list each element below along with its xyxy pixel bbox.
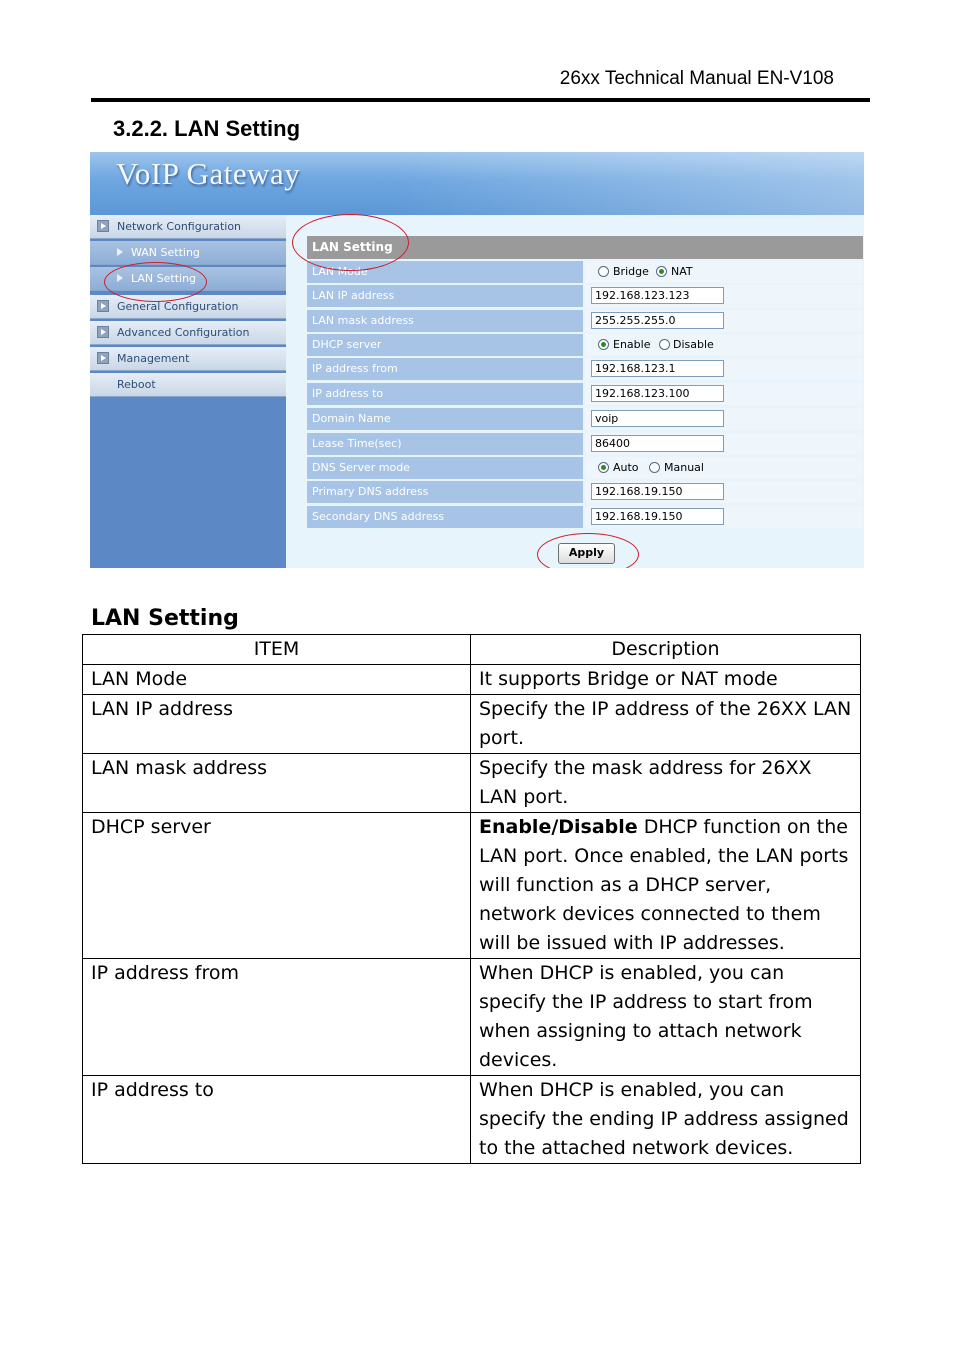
section-title: 3.2.2. LAN Setting: [113, 116, 301, 141]
field-label: IP address to: [312, 387, 384, 400]
item-cell: IP address from: [83, 959, 471, 1076]
description-cell: When DHCP is enabled, you can specify the IP address to start from when assigning to attach network devices.: [471, 959, 861, 1076]
expand-icon: [97, 352, 109, 364]
highlight-circle: [104, 262, 207, 302]
table-row: [83, 813, 861, 959]
radio-enable[interactable]: [598, 339, 609, 350]
bold-term: Enable/Disable: [479, 816, 638, 838]
sidebar-item-network-configuration[interactable]: Network Configuration: [90, 215, 286, 239]
field-label: Domain Name: [312, 412, 391, 425]
field-label: LAN IP address: [312, 289, 395, 302]
lan-mask-input[interactable]: 255.255.255.0: [591, 312, 724, 329]
domain-name-input[interactable]: voip: [591, 410, 724, 427]
field-label: DNS Server mode: [312, 461, 410, 474]
field-label: Secondary DNS address: [312, 510, 445, 523]
secondary-dns-input[interactable]: 192.168.19.150: [591, 508, 724, 525]
sidebar-item-general-configuration[interactable]: General Configuration: [90, 295, 286, 319]
lease-time-input[interactable]: 86400: [591, 435, 724, 452]
description-cell: It supports Bridge or NAT mode: [471, 665, 861, 695]
apply-button[interactable]: Apply: [558, 543, 615, 564]
radio-auto[interactable]: [598, 462, 609, 473]
field-label: Primary DNS address: [312, 485, 429, 498]
description-cell: [471, 813, 861, 959]
table-header-row: [83, 635, 861, 665]
field-label: LAN Mode: [312, 265, 368, 278]
table-row: [83, 665, 861, 695]
form-row-lan-mode: [307, 261, 863, 285]
ip-to-input[interactable]: 192.168.123.100: [591, 385, 724, 402]
form-row-domain-name: [307, 408, 863, 432]
banner: [90, 152, 864, 215]
expand-icon: [97, 326, 109, 338]
description-cell: Specify the mask address for 26XX LAN port.: [471, 754, 861, 813]
form-row-lease-time: [307, 433, 863, 457]
description-table: [82, 634, 861, 1164]
description-cell: Specify the IP address of the 26XX LAN port.: [471, 695, 861, 754]
highlight-circle: [292, 214, 409, 271]
form-row-lan-mask: [307, 310, 863, 334]
item-cell: LAN Mode: [83, 665, 471, 695]
table-row: [83, 754, 861, 813]
banner-title: VoIP Gateway: [116, 156, 301, 191]
form-row-dhcp-server: [307, 334, 863, 358]
field-label: Lease Time(sec): [312, 437, 402, 450]
description-cell: When DHCP is enabled, you can specify the ending IP address assigned to the attached network devices.: [471, 1076, 861, 1164]
radio-bridge[interactable]: [598, 266, 609, 277]
item-cell: DHCP server: [83, 813, 471, 959]
expand-icon: [97, 300, 109, 312]
radio-label: NAT: [671, 265, 693, 278]
sidebar-item-advanced-configuration[interactable]: Advanced Configuration: [90, 321, 286, 345]
header-rule: [91, 98, 870, 102]
form-row-secondary-dns: [307, 506, 863, 530]
primary-dns-input[interactable]: 192.168.19.150: [591, 483, 724, 500]
expand-icon: [97, 220, 109, 232]
form-row-ip-to: [307, 383, 863, 407]
radio-label: Enable: [613, 338, 651, 351]
form-title: LAN Setting: [312, 240, 393, 254]
item-cell: IP address to: [83, 1076, 471, 1164]
field-label: DHCP server: [312, 338, 382, 351]
radio-label: Auto: [613, 461, 639, 474]
form-row-dns-mode: [307, 457, 863, 481]
highlight-circle: [537, 533, 639, 568]
field-label: IP address from: [312, 362, 398, 375]
sidebar-item-management[interactable]: Management: [90, 347, 286, 371]
sidebar-item-wan-setting[interactable]: WAN Setting: [90, 241, 286, 265]
item-cell: LAN mask address: [83, 754, 471, 813]
router-screenshot: [90, 152, 864, 568]
lan-ip-input[interactable]: 192.168.123.123: [591, 287, 724, 304]
radio-nat[interactable]: [656, 266, 667, 277]
column-header-item: ITEM: [83, 635, 471, 665]
item-cell: LAN IP address: [83, 695, 471, 754]
description-text: DHCP function on the LAN port. Once enabled, the LAN ports will function as a DHCP server, network devices connected to them will be issued with IP addresses.: [479, 816, 849, 954]
form-row-lan-ip: [307, 285, 863, 309]
table-row: [83, 959, 861, 1076]
sidebar-item-reboot[interactable]: Reboot: [90, 373, 286, 397]
radio-manual[interactable]: [649, 462, 660, 473]
radio-label: Manual: [664, 461, 704, 474]
column-header-description: Description: [471, 635, 861, 665]
form-row-primary-dns: [307, 481, 863, 505]
radio-disable[interactable]: [659, 339, 670, 350]
table-title: LAN Setting: [91, 606, 239, 631]
form-row-ip-from: [307, 358, 863, 382]
table-row: [83, 695, 861, 754]
field-label: LAN mask address: [312, 314, 414, 327]
radio-label: Bridge: [613, 265, 649, 278]
radio-label: Disable: [673, 338, 714, 351]
sidebar-item-lan-setting[interactable]: LAN Setting: [90, 267, 286, 291]
table-row: [83, 1076, 861, 1164]
arrow-right-icon: [117, 248, 123, 256]
manual-title: 26xx Technical Manual EN-V108: [559, 68, 834, 89]
ip-from-input[interactable]: 192.168.123.1: [591, 360, 724, 377]
